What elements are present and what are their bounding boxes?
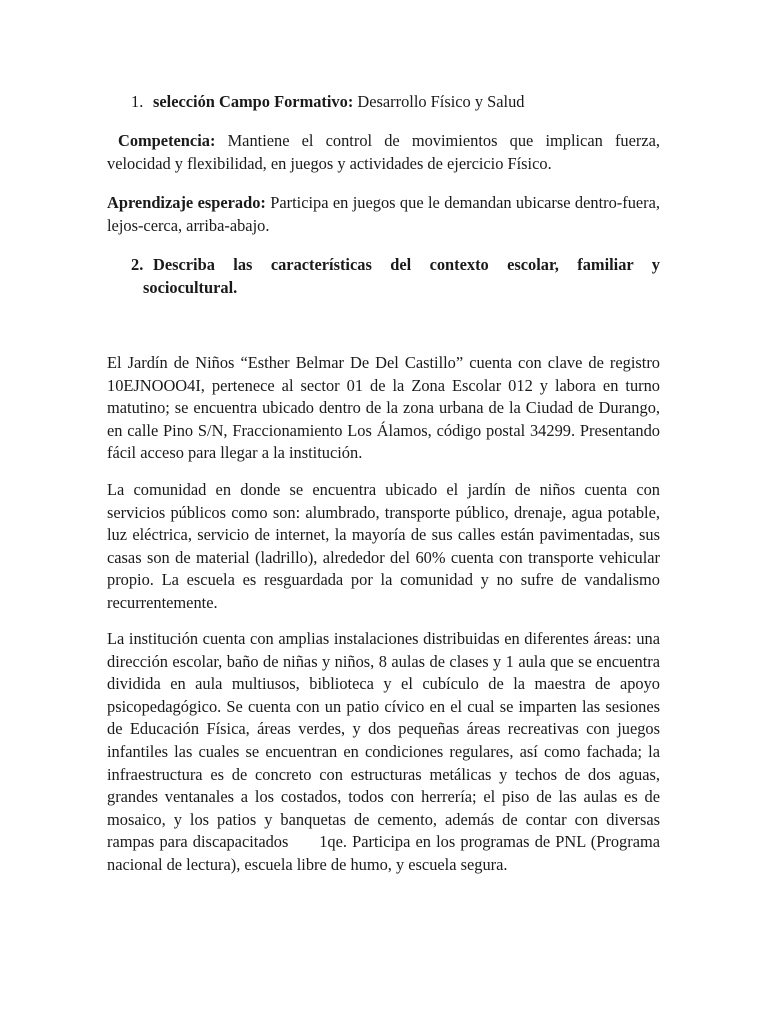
- aprendizaje-paragraph: [107, 192, 660, 237]
- competencia-paragraph: [107, 130, 660, 175]
- context-paragraph-3-text: La institución cuenta con amplias instalaciones distribuidas en diferentes áreas: una dirección escolar, baño de niñas y niños, 8 aulas de clases y 1 aula que se encuentra dividida en aula multiusos, biblioteca y el cubículo de la maestra de apoyo psicopedagógico. Se cuenta con un patio cívico en el cual se imparten las sesiones de Educación Física, áreas verdes, y dos pequeñas áreas recreativas con juegos infantiles las cuales se encuentran en condiciones regulares, así como fachada; la infraestructura es de concreto con estructuras metálicas y techos de dos aguas, grandes ventanales a los costados, todos con herrería; el piso de las aulas es de mosaico, y los patios y banquetas de cemento, además de contar con diversas rampas para discapacitados 1qe. Participa en los programas de PNL (Programa nacional de lectura), escuela libre de humo, y escuela segura.: [107, 629, 665, 874]
- context-paragraph-3: [107, 628, 665, 877]
- aprendizaje-label: Aprendizaje esperado:: [107, 193, 266, 212]
- section-2-line-1: Describa las características del contexto escolar, familiar y: [153, 255, 660, 274]
- context-paragraph-1-text: El Jardín de Niños “Esther Belmar De Del Castillo” cuenta con clave de registro 10EJNOOO4I, pertenece al sector 01 de la Zona Escolar 012 y labora en turno matutino; se encuentra ubicado dentro de la zona urbana de la Ciudad de Durango, en calle Pino S/N, Fraccionamiento Los Álamos, código postal 34299. Presentando fácil acceso para llegar a la institución.: [107, 353, 660, 463]
- context-paragraph-2: [107, 479, 660, 615]
- competencia-text: Mantiene el control de movimientos que implican fuerza, velocidad y flexibilidad, en juegos y actividades de ejercicio Físico.: [107, 131, 660, 173]
- context-paragraph-1: [107, 352, 660, 465]
- section-1-number: 1.: [131, 92, 144, 111]
- section-1-heading: [131, 91, 660, 114]
- section-2-heading: [131, 254, 660, 300]
- section-1-label: selección Campo Formativo:: [153, 92, 354, 111]
- competencia-label: Competencia:: [118, 131, 216, 150]
- context-paragraph-2-text: La comunidad en donde se encuentra ubicado el jardín de niños cuenta con servicios públicos como son: alumbrado, transporte público, drenaje, agua potable, luz eléctrica, servicio de internet, la mayoría de sus calles están pavimentadas, sus casas son de material (ladrillo), alrededor del 60% cuenta con transporte vehicular propio. La escuela es resguardada por la comunidad y no sufre de vandalismo recurrentemente.: [107, 480, 660, 612]
- section-1-value: Desarrollo Físico y Salud: [357, 92, 525, 111]
- section-2-number: 2.: [131, 255, 144, 274]
- section-2-line-2: sociocultural.: [143, 277, 238, 297]
- aprendizaje-text: Participa en juegos que le demandan ubicarse dentro-fuera, lejos-cerca, arriba-abajo.: [107, 193, 661, 235]
